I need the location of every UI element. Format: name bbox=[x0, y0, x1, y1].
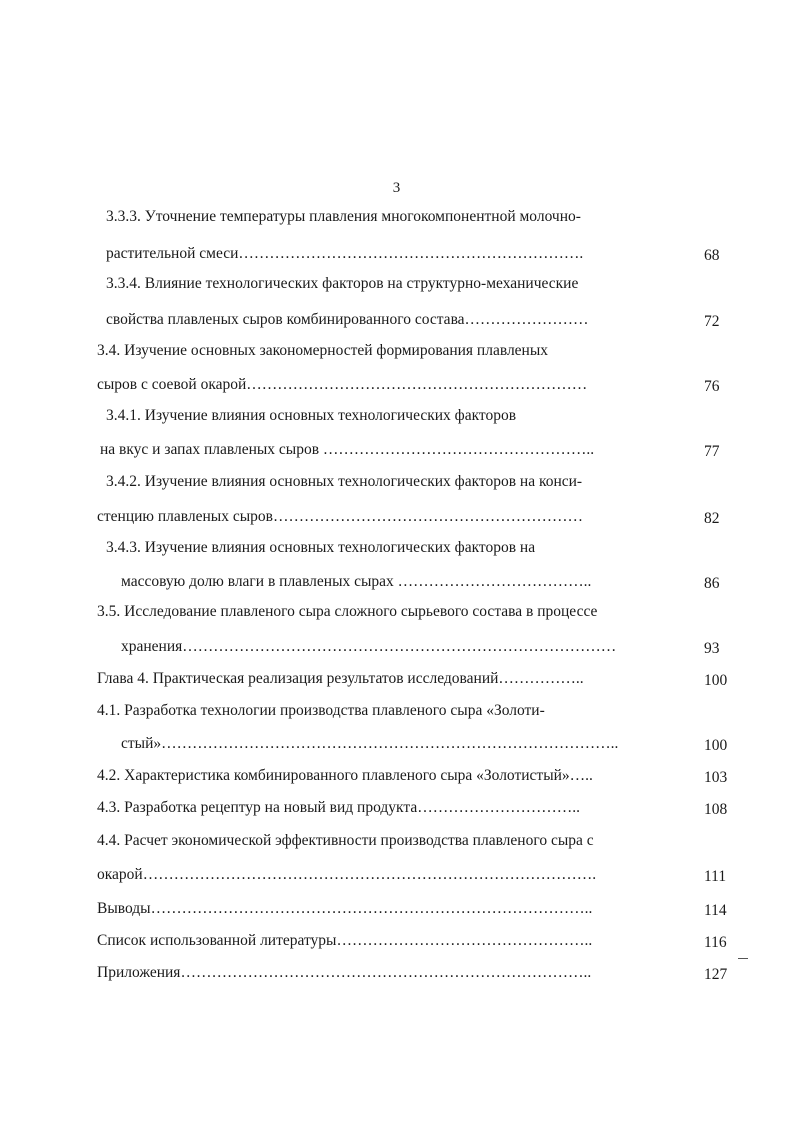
toc-entry-3-4-line1: 3.4. Изучение основных закономерностей формирования плавленых bbox=[97, 342, 549, 359]
toc-entry-3-5-line1: 3.5. Исследование плавленого сыра сложного сырьевого состава в процессе bbox=[97, 603, 598, 620]
toc-entry-3-4-1-page: 77 bbox=[704, 443, 720, 460]
toc-entry-3-5-page: 93 bbox=[704, 640, 720, 657]
toc-entry-3-4-3-line1: 3.4.3. Изучение влияния основных технологических факторов на bbox=[106, 539, 536, 556]
toc-entry-references-page: 116 bbox=[704, 934, 727, 951]
toc-entry-4-4-page: 111 bbox=[704, 868, 727, 885]
toc-entry-3-3-4-page: 72 bbox=[704, 313, 720, 330]
toc-entry-3-4-3-line2: массовую долю влаги в плавленых сырах ……………………………….. bbox=[121, 573, 592, 590]
toc-entry-appendices: Приложения…………………………………………………………………….. bbox=[97, 964, 592, 981]
toc-entry-4-1-line2: стый»…………………………………………………………………………….. bbox=[121, 735, 619, 752]
toc-entry-4-2: 4.2. Характеристика комбинированного плавленого сыра «Золотистый»….. bbox=[97, 767, 593, 784]
toc-entry-3-4-2-page: 82 bbox=[704, 510, 720, 527]
toc-entry-conclusions-page: 114 bbox=[704, 902, 727, 919]
toc-entry-3-4-page: 76 bbox=[704, 378, 720, 395]
toc-entry-3-3-3-line2: растительной смеси…………………………………………………………. bbox=[106, 245, 584, 262]
toc-entry-4-2-page: 103 bbox=[704, 769, 728, 786]
toc-entry-3-4-line2: сыров с соевой окарой………………………………………………………… bbox=[97, 376, 588, 393]
toc-entry-4-4-line1: 4.4. Расчет экономической эффективности производства плавленого сыра с bbox=[97, 832, 594, 849]
toc-entry-3-4-3-page: 86 bbox=[704, 575, 720, 592]
toc-entry-4-4-line2: окарой……………………………………………………………………………. bbox=[97, 866, 597, 883]
toc-entry-3-4-1-line1: 3.4.1. Изучение влияния основных технологических факторов bbox=[106, 407, 517, 424]
toc-entry-conclusions: Выводы………………………………………………………………………….. bbox=[97, 900, 593, 917]
scan-mark bbox=[738, 958, 748, 959]
toc-entry-references: Список использованной литературы………………………………………….. bbox=[97, 932, 593, 949]
page-number: 3 bbox=[392, 180, 401, 196]
toc-entry-4-1-line1: 4.1. Разработка технологии производства плавленого сыра «Золоти- bbox=[97, 702, 545, 719]
toc-entry-4-1-page: 100 bbox=[704, 737, 728, 754]
toc-entry-chapter-4-page: 100 bbox=[704, 672, 728, 689]
toc-entry-3-3-3-page: 68 bbox=[704, 247, 720, 264]
toc-entry-3-3-3-line1: 3.3.3. Уточнение температуры плавления многокомпонентной молочно- bbox=[106, 208, 581, 225]
toc-entry-appendices-page: 127 bbox=[704, 966, 728, 983]
toc-entry-4-3-page: 108 bbox=[704, 801, 728, 818]
toc-entry-3-5-line2: хранения………………………………………………………………………… bbox=[121, 638, 617, 655]
toc-entry-3-4-2-line2: стенцию плавленых сыров…………………………………………………… bbox=[97, 508, 583, 525]
toc-entry-chapter-4: Глава 4. Практическая реализация результатов исследований…………….. bbox=[97, 670, 584, 687]
toc-entry-3-4-2-line1: 3.4.2. Изучение влияния основных технологических факторов на конси- bbox=[106, 473, 583, 490]
toc-entry-3-3-4-line1: 3.3.4. Влияние технологических факторов на структурно-механические bbox=[106, 275, 579, 292]
toc-entry-3-4-1-line2: на вкус и запах плавленых сыров …………………………………………….. bbox=[100, 441, 595, 458]
toc-entry-3-3-4-line2: свойства плавленых сыров комбинированного состава…………………… bbox=[106, 311, 589, 328]
toc-entry-4-3: 4.3. Разработка рецептур на новый вид продукта………………………….. bbox=[97, 799, 580, 816]
